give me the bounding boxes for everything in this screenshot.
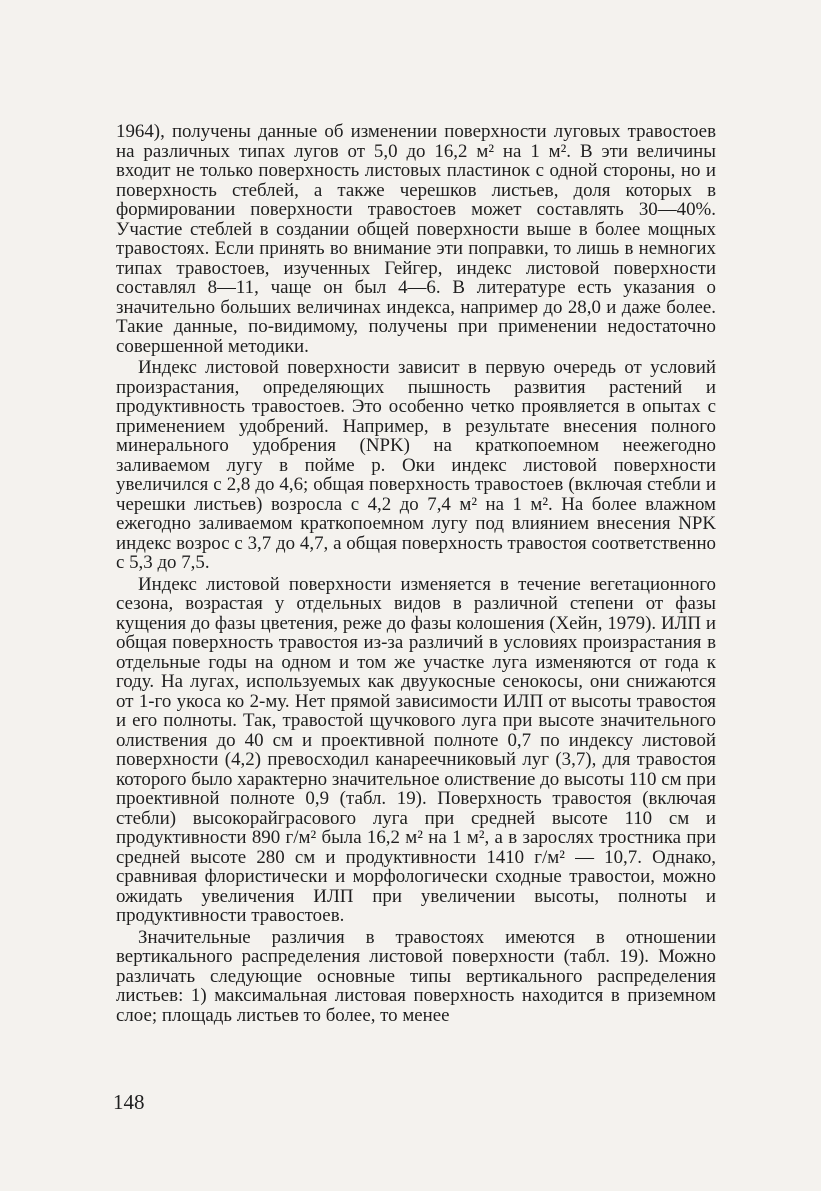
paragraph-3: Индекс листовой поверхности изменяется в течение вегетационного сезона, возрастая у отдельных видов в различной степени от фазы кущения до фазы цветения, реже до фазы колошения (Хейн, 1979). ИЛП и общая поверхность травостоя из-за различий в условиях произрастания в отдельные годы на одном и том же участке луга изменяются от года к году. На лугах, используемых как двуукосные сенокосы, они снижаются от 1-го укоса ко 2-му. Нет прямой зависимости ИЛП от высоты травостоя и его полноты. Так, травостой щучкового луга при высоте значительного олиствения до 40 см и проективной полноте 0,7 по индексу листовой поверхности (4,2) превосходил канареечниковый луг (3,7), для травостоя которого было характерно значительное олиствение до высоты 110 см при проективной полноте 0,9 (табл. 19). Поверхность травостоя (включая стебли) высокорайграсового луга при средней высоте 110 см и продуктивности 890 г/м² была 16,2 м² на 1 м², а в зарослях тростника при средней высоте 280 см и продуктивности 1410 г/м² — 10,7. Однако, сравнивая флористически и морфологически сходные травостои, можно ожидать увеличения ИЛП при увеличении высоты, полноты и продуктивности травостоев. xyxy=(116,573,716,926)
main-text-block xyxy=(116,122,716,1025)
paragraph-2: Индекс листовой поверхности зависит в первую очередь от условий произрастания, определяющих пышность развития растений и продуктивность травостоев. Это особенно четко проявляется в опытах с применением удобрений. Например, в результате внесения полного минерального удобрения (NPK) на краткопоемном неежегодно заливаемом лугу в пойме р. Оки индекс листовой поверхности увеличился с 2,8 до 4,6; общая поверхность травостоев (включая стебли и черешки листьев) возросла с 4,2 до 7,4 м² на 1 м². На более влажном ежегодно заливаемом краткопоемном лугу под влиянием внесения NPK индекс возрос с 3,7 до 4,7, а общая поверхность травостоя соответственно с 5,3 до 7,5. xyxy=(116,357,716,573)
page-number: 148 xyxy=(113,1090,145,1114)
paragraph-4: Значительные различия в травостоях имеются в отношении вертикального распределения листовой поверхности (табл. 19). Можно различать следующие основные типы вертикального распределения листьев: 1) максимальная листовая поверхность находится в приземном слое; площадь листьев то более, то менее xyxy=(116,926,716,1026)
paragraph-1: 1964), получены данные об изменении поверхности луговых травостоев на различных типах лугов от 5,0 до 16,2 м² на 1 м². В эти величины входит не только поверхность листовых пластинок с одной стороны, но и поверхность стеблей, а также черешков листьев, доля которых в формировании поверхности травостоев может составлять 30—40%. Участие стеблей в создании общей поверхности выше в более мощных травостоях. Если принять во внимание эти поправки, то лишь в немногих типах травостоев, изученных Гейгер, индекс листовой поверхности составлял 8—11, чаще он был 4—6. В литературе есть указания о значительно больших величинах индекса, например до 28,0 и даже более. Такие данные, по-видимому, получены при применении недостаточно совершенной методики. xyxy=(116,121,716,357)
